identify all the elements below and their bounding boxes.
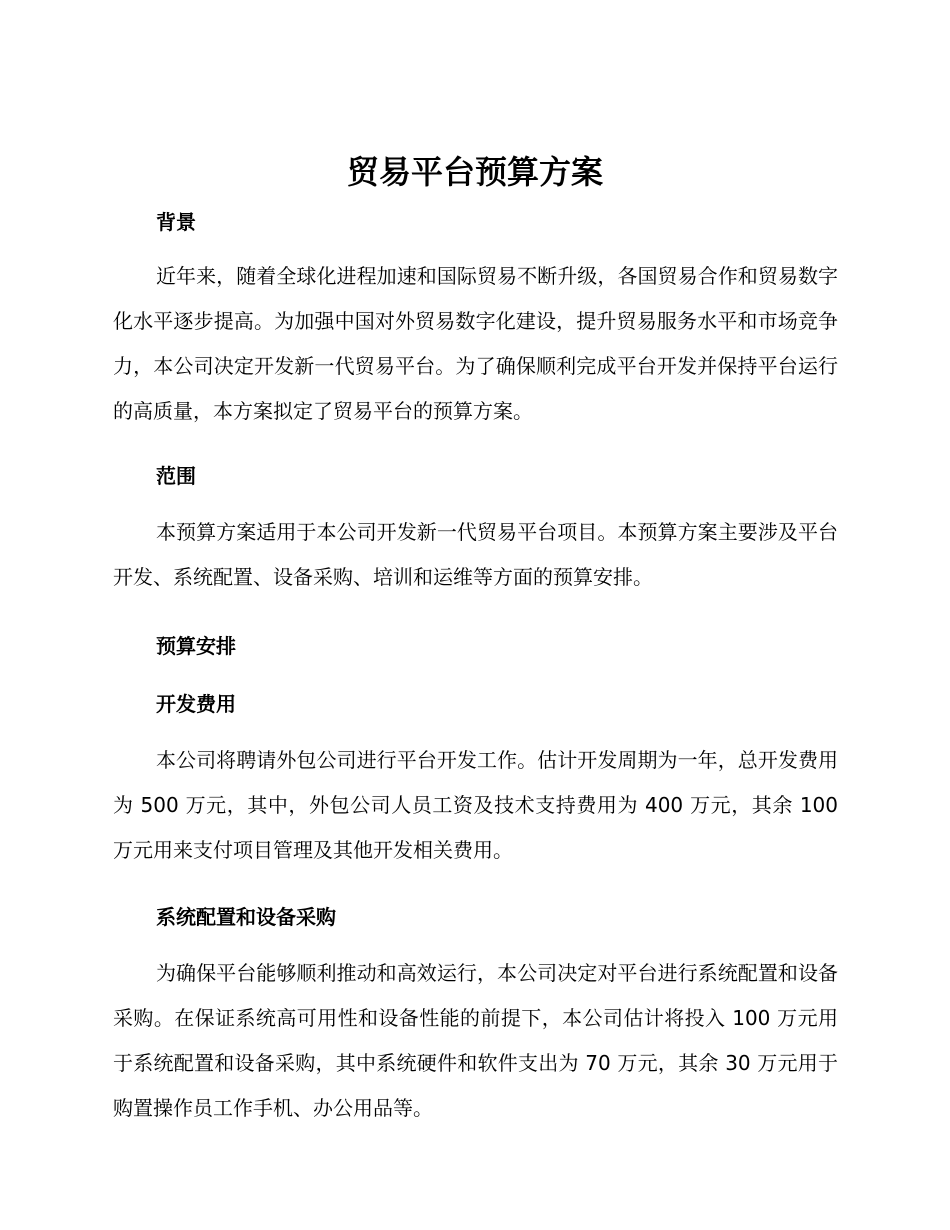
section-paragraph-background: 近年来，随着全球化进程加速和国际贸易不断升级，各国贸易合作和贸易数字化水平逐步提高。为加强中国对外贸易数字化建设，提升贸易服务水平和市场竞争力，本公司决定开发新一代贸易平台。为了确保顺利完成平台开发并保持平台运行的高质量，本方案拟定了贸易平台的预算方案。	[113, 264, 838, 423]
document-body	[113, 200, 838, 1131]
section-heading-budget: 预算安排	[156, 634, 236, 658]
section-paragraph-development: 本公司将聘请外包公司进行平台开发工作。估计开发周期为一年，总开发费用为 500 万元，其中，外包公司人员工资及技术支持费用为 400 万元，其余 100 万元用来支付项目管理及其他开发相关费用。	[113, 748, 838, 862]
section-paragraph-system: 为确保平台能够顺利推动和高效运行，本公司决定对平台进行系统配置和设备采购。在保证系统高可用性和设备性能的前提下，本公司估计将投入 100 万元用于系统配置和设备采购，其中系统硬件和软件支出为 70 万元，其余 30 万元用于购置操作员工作手机、办公用品等。	[113, 961, 838, 1120]
section-heading-scope: 范围	[156, 464, 196, 488]
section-paragraph-scope: 本预算方案适用于本公司开发新一代贸易平台项目。本预算方案主要涉及平台开发、系统配置、设备采购、培训和运维等方面的预算安排。	[113, 520, 838, 589]
document-title: 贸易平台预算方案	[346, 153, 603, 191]
section-heading-development: 开发费用	[156, 692, 236, 716]
section-heading-background: 背景	[156, 210, 196, 234]
section-heading-system: 系统配置和设备采购	[156, 905, 336, 929]
